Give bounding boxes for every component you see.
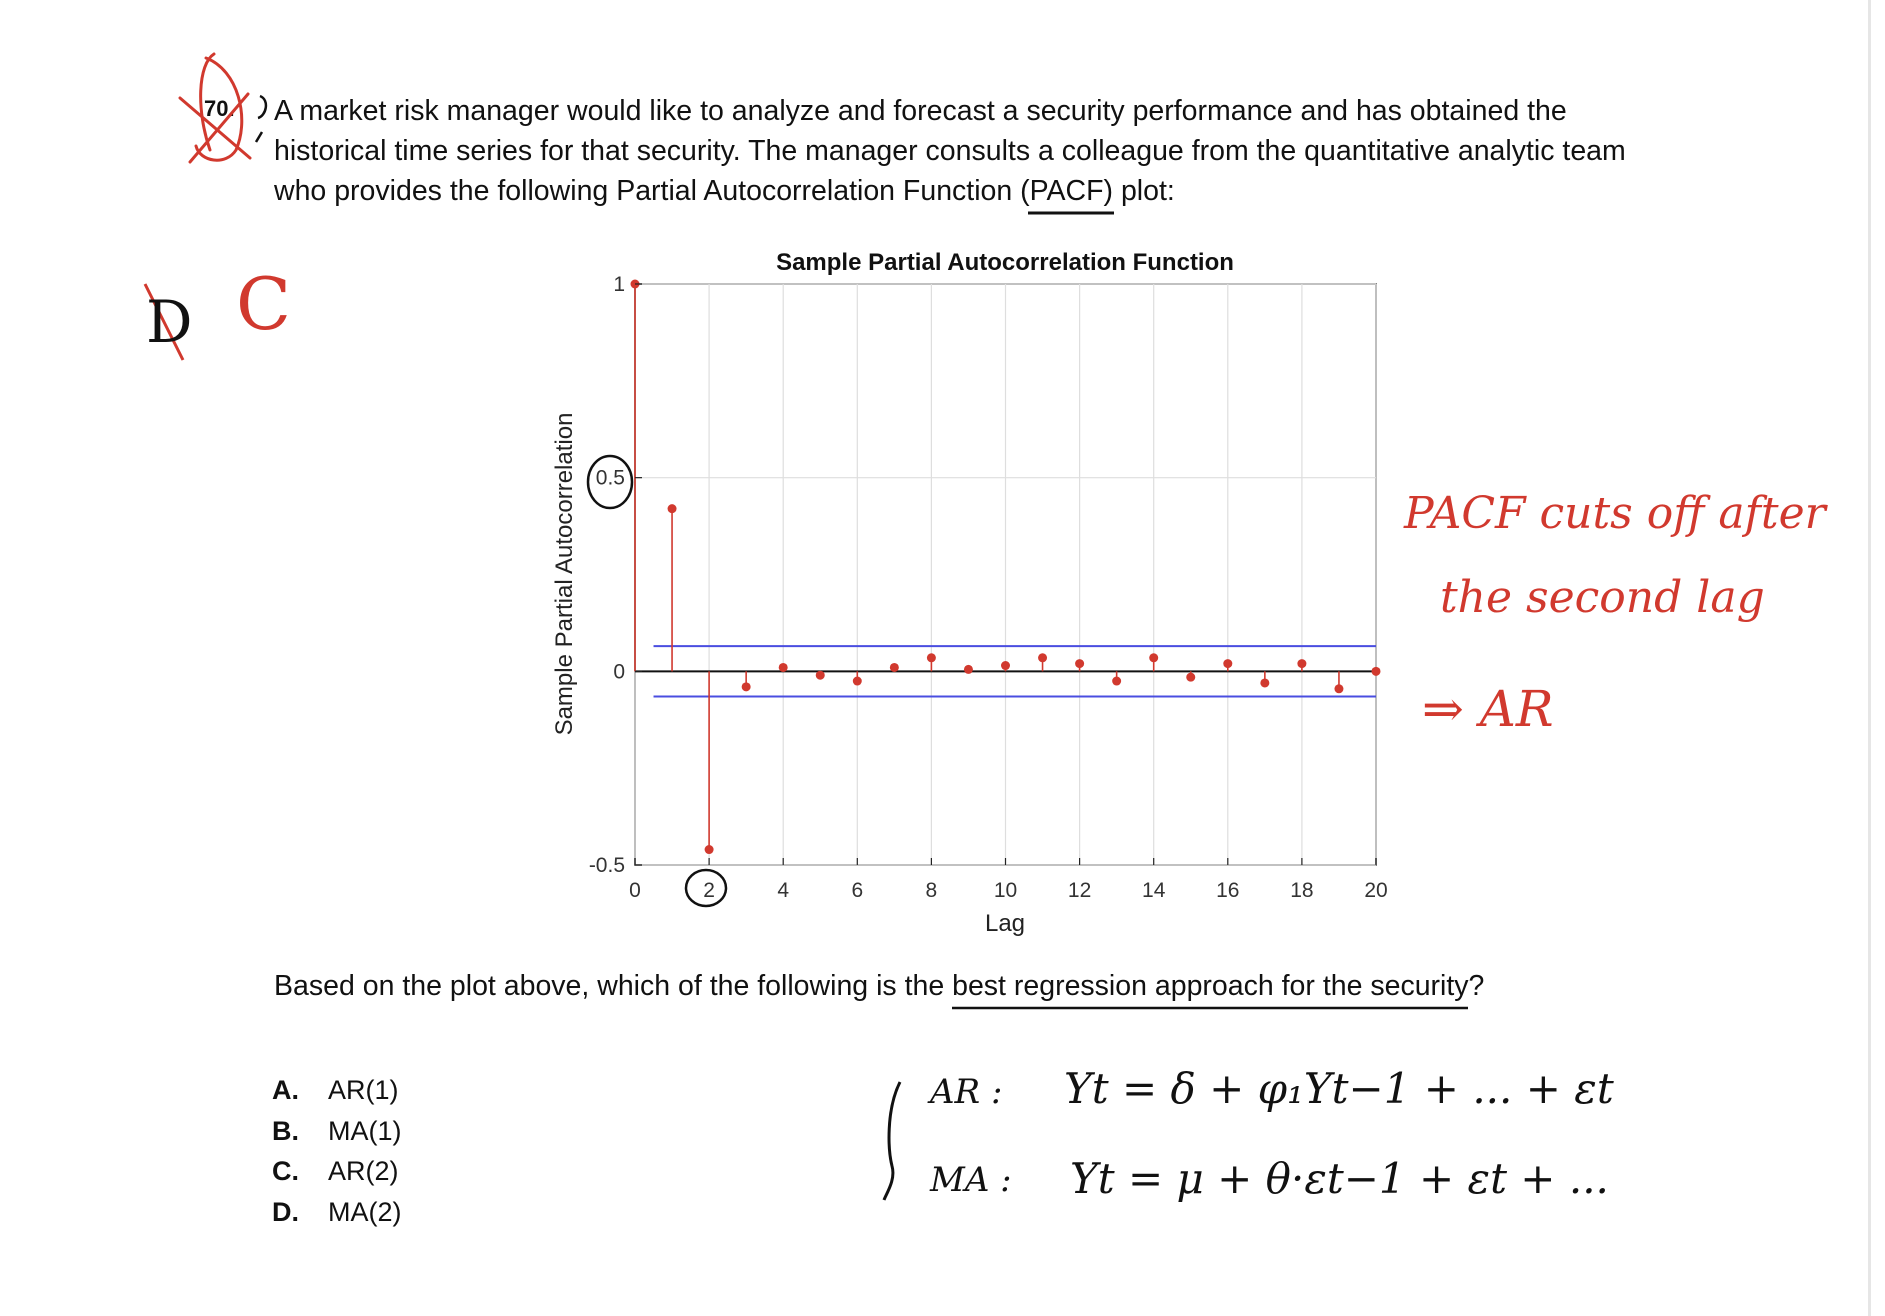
- pacf-point: [853, 677, 862, 686]
- x-tick-label: 6: [851, 879, 864, 902]
- option-a[interactable]: A. AR(1): [272, 1075, 399, 1105]
- x-axis-label: Lag: [984, 910, 1026, 937]
- pacf-point: [1149, 653, 1158, 662]
- pacf-point: [1001, 661, 1010, 670]
- pacf-point: [742, 682, 751, 691]
- handwritten-note: the second lag: [1440, 572, 1765, 623]
- chart-title: Sample Partial Autocorrelation Function: [776, 249, 1234, 276]
- handwritten-formula: Yt = μ + θ·εt−1 + εt + ...: [1070, 1154, 1609, 1203]
- x-tick-label: 10: [993, 879, 1018, 902]
- question-line: who provides the following Partial Autocorrelation Function (PACF) plot:: [274, 175, 1175, 207]
- handwritten-note: PACF cuts off after: [1404, 488, 1826, 539]
- pacf-point: [964, 665, 973, 674]
- options-list: [272, 1070, 402, 1232]
- y-tick-label: -0.5: [588, 854, 625, 877]
- pacf-point: [668, 504, 677, 513]
- pacf-point: [1112, 677, 1121, 686]
- x-tick-label: 18: [1290, 879, 1314, 902]
- prompt-before: Based on the plot above, which of the following is the: [274, 970, 953, 1002]
- pacf-point: [1038, 653, 1047, 662]
- y-axis-label: Sample Partial Autocorrelation: [551, 412, 578, 736]
- x-tick-label: 20: [1364, 879, 1388, 902]
- handwritten-answer: C: [236, 262, 292, 346]
- y-ticks: [589, 273, 642, 877]
- handwritten-note: ⇒ AR: [1422, 680, 1554, 738]
- handwritten-formula-label: MA :: [930, 1160, 1012, 1200]
- prompt-underlined: best regression approach for the security: [952, 970, 1469, 1002]
- pacf-point: [1297, 659, 1306, 668]
- pacf-point: [1260, 678, 1269, 687]
- handwritten-answer-crossed: D: [146, 288, 193, 356]
- question-number: 70.: [204, 96, 235, 121]
- pacf-point: [1186, 673, 1195, 682]
- pacf-point: [927, 653, 936, 662]
- pacf-point: [705, 845, 714, 854]
- handwritten-formula-label: AR :: [930, 1072, 1003, 1112]
- x-tick-label: 12: [1067, 879, 1092, 902]
- x-tick-label: 4: [777, 879, 790, 902]
- prompt-after: ?: [1468, 970, 1485, 1002]
- pacf-point: [1075, 659, 1084, 668]
- y-tick-label: 0: [613, 660, 625, 684]
- y-tick-label: 1: [613, 273, 625, 296]
- x-tick-label: 16: [1216, 879, 1240, 902]
- pacf-point: [816, 671, 825, 680]
- pacf-point: [890, 663, 899, 672]
- option-d[interactable]: D. MA(2): [272, 1196, 402, 1227]
- pacf-point: [1372, 667, 1381, 676]
- option-c[interactable]: C. AR(2): [272, 1156, 399, 1186]
- x-tick-label: 0: [629, 879, 641, 902]
- handwritten-formula: Yt = δ + φ₁Yt−1 + ... + εt: [1064, 1064, 1614, 1113]
- x-tick-label: 8: [925, 879, 938, 902]
- pacf-point: [779, 663, 788, 672]
- prompt-text: [274, 970, 1484, 1003]
- x-tick-label: 2: [703, 879, 715, 902]
- pacf-point: [1223, 659, 1232, 668]
- x-tick-label: 14: [1142, 879, 1166, 902]
- y-tick-label: 0.5: [595, 466, 625, 490]
- option-b[interactable]: B. MA(1): [272, 1115, 402, 1146]
- pacf-point: [1334, 684, 1343, 693]
- question-line: A market risk manager would like to analyze and forecast a security performance and has obtained the: [274, 95, 1567, 127]
- question-line: historical time series for that security. The manager consults a colleague from the quantitative analytic team: [274, 135, 1626, 167]
